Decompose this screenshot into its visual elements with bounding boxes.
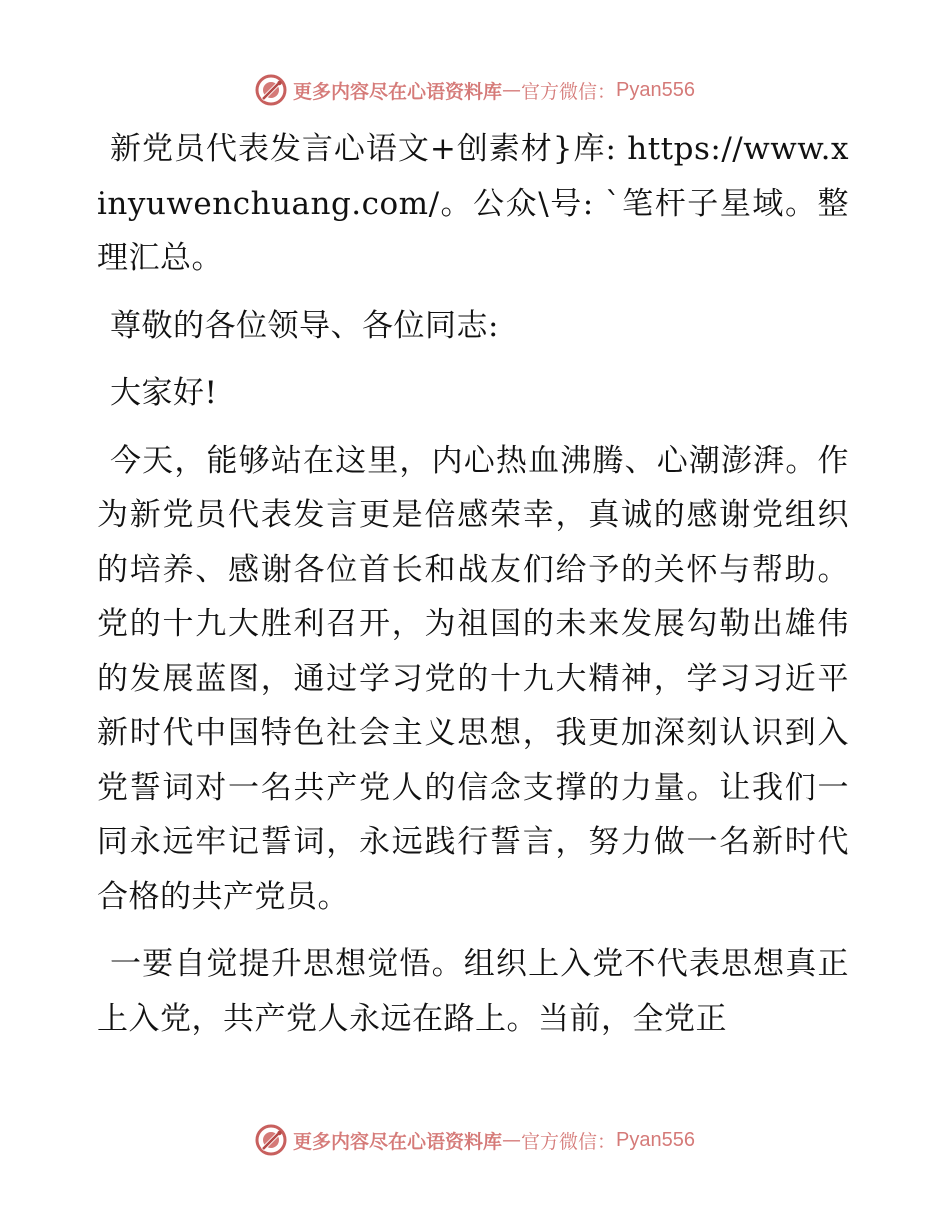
banner-title: 更多内容尽在心语资料库 xyxy=(293,1130,503,1153)
paragraph-point-one: 一要自觉提升思想觉悟。组织上入党不代表思想真正上入党，共产党人永远在路上。当前，全党正 xyxy=(97,946,849,1037)
banner-separator: — xyxy=(502,79,522,101)
paragraph-opening: 今天，能够站在这里，内心热血沸腾、心潮澎湃。作为新党员代表发言更是倍感荣幸，真诚的感谢党组织的培养、感谢各位首长和战友们给予的关怀与帮助。党的十九大胜利召开，为祖国的未来发展勾勒出雄伟的发展蓝图，通过学习党的十九大精神，学习习近平新时代中国特色社会主义思想，我更加深刻认识到入党誓词对一名共产党人的信念支撑的力量。让我们一同永远牢记誓词，永远践行誓言，努力做一名新时代合格的共产党员。 xyxy=(97,442,849,915)
paragraph-source-note: 新党员代表发言心语文+创素材}库: https://www.xinyuwenchuang.com/。公众\号: `笔杆子星域。整理汇总。 xyxy=(97,131,849,276)
brand-logo-icon xyxy=(255,74,287,106)
banner-wechat-label: 官方微信： xyxy=(521,80,617,103)
banner-title: 更多内容尽在心语资料库 xyxy=(293,80,503,103)
header-banner xyxy=(0,70,950,110)
banner-separator: — xyxy=(502,1129,522,1151)
brand-logo-icon xyxy=(255,1124,287,1156)
document-body xyxy=(97,122,849,1059)
paragraph-greeting: 大家好! xyxy=(110,375,218,411)
footer-banner xyxy=(0,1120,950,1160)
paragraph-salutation: 尊敬的各位领导、各位同志: xyxy=(110,307,499,344)
banner-wechat-label: 官方微信： xyxy=(521,1130,617,1153)
banner-wechat-id: Pyan556 xyxy=(616,1128,695,1151)
banner-wechat-id: Pyan556 xyxy=(616,78,695,101)
